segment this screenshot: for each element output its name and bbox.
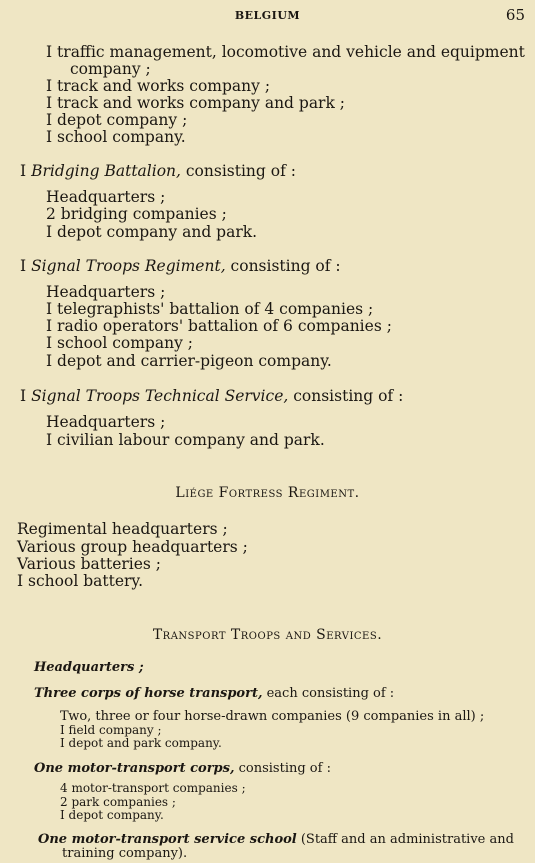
unit-rest: consisting of : [180, 162, 296, 180]
motor-transport-school [38, 832, 514, 847]
unit-count: I [20, 387, 32, 405]
unit-name: Three corps of horse transport, [34, 686, 263, 701]
railway-item: I school company. [46, 128, 186, 146]
unit-name: One motor-transport service school [38, 832, 297, 847]
bridging-battalion-heading [20, 163, 296, 180]
signal-regiment-heading [20, 258, 341, 275]
signal-service-heading [20, 388, 403, 405]
running-head: BELGIUM [234, 9, 301, 22]
railway-item: company ; [70, 60, 151, 78]
bridging-item: 2 bridging companies ; [46, 205, 227, 223]
liege-item: Various group headquarters ; [17, 538, 248, 556]
liege-item: I school battery. [17, 572, 144, 590]
unit-name: Bridging Battalion, [31, 162, 181, 180]
signal-service-item: Headquarters ; [46, 413, 166, 431]
horse-transport-item: I field company ; [60, 723, 162, 737]
unit-rest: consisting of : [225, 257, 341, 275]
signal-regiment-item: I radio operators' battalion of 6 companies ; [46, 317, 392, 335]
transport-section-heading: Transport Troops and Services. [152, 627, 383, 643]
motor-transport-heading [34, 761, 331, 776]
unit-rest: each consisting of : [262, 686, 395, 701]
railway-item: I depot company ; [46, 111, 188, 129]
liege-item: Regimental headquarters ; [17, 520, 228, 538]
horse-transport-heading [34, 686, 394, 701]
railway-item: I track and works company and park ; [46, 94, 346, 112]
page-header [0, 6, 535, 26]
unit-rest: (Staff and an administrative and [296, 832, 514, 847]
unit-rest: consisting of : [288, 387, 404, 405]
unit-count: I [20, 257, 32, 275]
liege-item: Various batteries ; [17, 555, 162, 573]
unit-rest: consisting of : [234, 761, 331, 776]
signal-service-item: I civilian labour company and park. [46, 431, 325, 449]
signal-regiment-item: I telegraphists' battalion of 4 companies ; [46, 300, 374, 318]
railway-item: I track and works company ; [46, 77, 271, 95]
horse-transport-item: I depot and park company. [60, 736, 222, 750]
signal-regiment-item: I depot and carrier-pigeon company. [46, 352, 332, 370]
bridging-item: Headquarters ; [46, 188, 166, 206]
page-number: 65 [505, 6, 525, 24]
motor-transport-item: 4 motor-transport companies ; [60, 781, 246, 795]
signal-regiment-item: Headquarters ; [46, 283, 166, 301]
unit-name: One motor-transport corps, [34, 761, 235, 776]
unit-name: Signal Troops Regiment, [31, 257, 226, 275]
motor-transport-school-cont: training company). [62, 846, 188, 861]
signal-regiment-item: I school company ; [46, 334, 193, 352]
bridging-item: I depot company and park. [46, 223, 258, 241]
motor-transport-item: 2 park companies ; [60, 795, 176, 809]
motor-transport-item: I depot company. [60, 808, 164, 822]
transport-headquarters: Headquarters ; [34, 660, 144, 675]
liege-section-heading: Liége Fortress Regiment. [175, 485, 360, 501]
railway-item: I traffic management, locomotive and vehicle and equipment [46, 43, 525, 61]
unit-name: Signal Troops Technical Service, [31, 387, 289, 405]
unit-count: I [20, 162, 32, 180]
horse-transport-item: Two, three or four horse-drawn companies (9 companies in all) ; [60, 709, 485, 724]
